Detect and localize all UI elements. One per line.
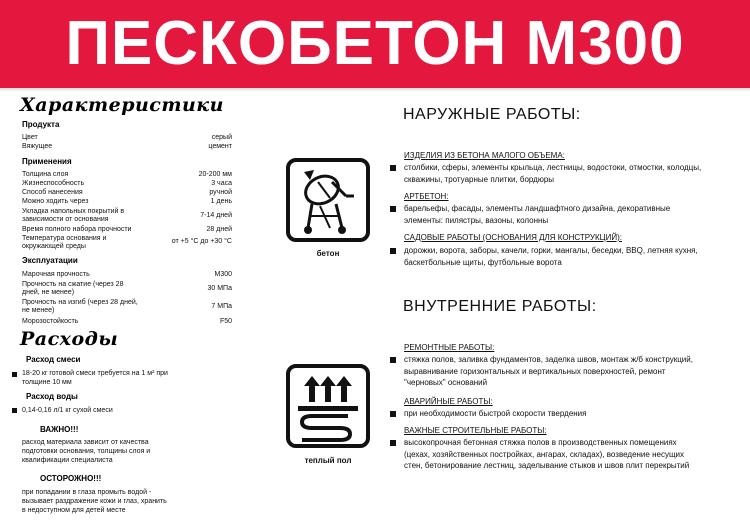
spec-label: Можно ходить через	[22, 198, 89, 205]
spec-row	[22, 299, 232, 315]
bullet-square	[390, 206, 396, 212]
outdoor-group-text: столбики, сферы, элементы крыльца, лестницы, водостоки, отмостки, колодцы, скважины, тротуарные плитки, бордюры	[404, 163, 702, 184]
spec-value: ручной	[209, 189, 232, 196]
spec-value: от +5 °С до +30 °С	[171, 238, 232, 245]
title-banner	[0, 0, 750, 88]
spec-value: 30 МПа	[207, 285, 232, 292]
spec-value: 7-14 дней	[200, 212, 232, 219]
mix-consumption-subheading: Расход смеси	[26, 355, 81, 364]
important-text: расход материала зависит от качества подготовки основания, толщины слоя и квалификации специалиста	[22, 439, 151, 464]
spec-label: Жизнеспособность	[22, 180, 85, 187]
spec-value: F50	[219, 318, 232, 325]
caution-heading: ОСТОРОЖНО!!!	[40, 474, 102, 483]
spec-label: Укладка напольных покрытий в зависимости от основания	[22, 208, 125, 223]
indoor-group-text: стяжка полов, заливка фундаментов, заделка швов, монтаж ж/б конструкций, выравнивание горизонтальных и вертикальных поверхностей, ремонт "черновых" оснований	[404, 355, 693, 387]
mix-consumption-text: 18-20 кг готовой смеси требуется на 1 м² при толщине 10 мм	[22, 370, 168, 386]
exploitation-subheading: Эксплуатации	[22, 256, 78, 265]
spec-value: цемент	[208, 143, 232, 150]
water-consumption-text: 0,14-0,16 л/1 кг сухой смеси	[22, 407, 113, 414]
spec-value: серый	[211, 134, 232, 141]
caution-text: при попадании в глаза промыть водой - вызывает раздражение кожи и глаз, хранить в недоступном для детей месте	[22, 489, 167, 514]
bullet-square	[12, 372, 17, 377]
spec-label: Время полного набора прочности	[22, 226, 132, 233]
spec-value: 20-200 мм	[198, 171, 232, 178]
outdoor-group-heading: САДОВЫЕ РАБОТЫ (ОСНОВАНИЯ ДЛЯ КОНСТРУКЦИЙ):	[404, 233, 622, 242]
application-subheading: Применения	[22, 157, 72, 166]
spec-label: Способ нанесения	[22, 189, 83, 196]
spec-row	[22, 235, 232, 251]
spec-label: Толщина слоя	[22, 171, 69, 178]
spec-value: 1 день	[210, 198, 232, 205]
underfloor-heating-label: теплый пол	[304, 456, 352, 465]
spec-value: 3 часа	[211, 180, 232, 187]
spec-value: 7 МПа	[211, 303, 232, 310]
indoor-group-heading: ВАЖНЫЕ СТРОИТЕЛЬНЫЕ РАБОТЫ:	[404, 426, 547, 435]
spec-label: Морозостойкость	[22, 318, 79, 325]
indoor-works-title: ВНУТРЕННИЕ РАБОТЫ:	[403, 298, 597, 315]
bullet-square	[12, 408, 17, 413]
bullet-square	[390, 411, 396, 417]
outdoor-works-title: НАРУЖНЫЕ РАБОТЫ:	[403, 106, 581, 123]
product-subheading: Продукта	[22, 120, 60, 129]
bullet-square	[390, 440, 396, 446]
spec-row	[22, 208, 232, 224]
outdoor-group-text: дорожки, ворота, заборы, качели, горки, мангалы, беседки, BBQ, летняя кухня, баскетбольные щиты, футбольные ворота	[404, 246, 698, 267]
spec-label: Температура основания и окружающей среды	[22, 235, 107, 250]
concrete-label: бетон	[316, 249, 340, 258]
spec-row	[22, 281, 232, 297]
underfloor-heating-icon	[286, 364, 370, 448]
spec-label: Вяжущее	[22, 143, 53, 150]
consumption-heading: Расходы	[20, 328, 119, 350]
spec-label: Марочная прочность	[22, 271, 90, 278]
indoor-group-text: при необходимости быстрой скорости твердения	[404, 409, 587, 418]
outdoor-group-text: барельефы, фасады, элементы ландшафтного дизайна, декоративные элементы: пилястры, вазоны, колонны	[404, 204, 671, 225]
water-consumption-subheading: Расход воды	[26, 392, 78, 401]
product-title: ПЕСКОБЕТОН М300	[65, 9, 685, 78]
characteristics-heading: Характеристики	[20, 94, 224, 116]
bullet-square	[390, 357, 396, 363]
bullet-square	[390, 165, 396, 171]
bullet-square	[390, 248, 396, 254]
outdoor-group-heading: ИЗДЕЛИЯ ИЗ БЕТОНА МАЛОГО ОБЪЕМА:	[404, 151, 565, 160]
indoor-group-text: высокопрочная бетонная стяжка полов в производственных помещениях (цехах, хозяйственных постройках, ангарах, складах), возведение несущих стен, бетонирование лестниц, заделывание стыков и швов плит перекрытий	[404, 438, 690, 470]
spec-value: М300	[214, 271, 232, 278]
spec-label: Прочность на сжатие (через 28 дней, не менее)	[22, 281, 124, 296]
banner-shadow	[0, 88, 750, 92]
spec-label: Цвет	[22, 134, 38, 141]
indoor-group-heading: РЕМОНТНЫЕ РАБОТЫ:	[404, 343, 495, 352]
concrete-mixer-icon	[286, 158, 370, 242]
spec-value: 28 дней	[206, 226, 232, 233]
underfloor-heating-icon-svg	[290, 368, 366, 444]
concrete-mixer-icon-svg	[290, 162, 366, 238]
important-heading: ВАЖНО!!!	[40, 425, 79, 434]
indoor-group-heading: АВАРИЙНЫЕ РАБОТЫ:	[404, 397, 493, 406]
outdoor-group-heading: АРТБЕТОН:	[404, 192, 449, 201]
spec-label: Прочность на изгиб (через 28 дней, не менее)	[22, 299, 138, 314]
